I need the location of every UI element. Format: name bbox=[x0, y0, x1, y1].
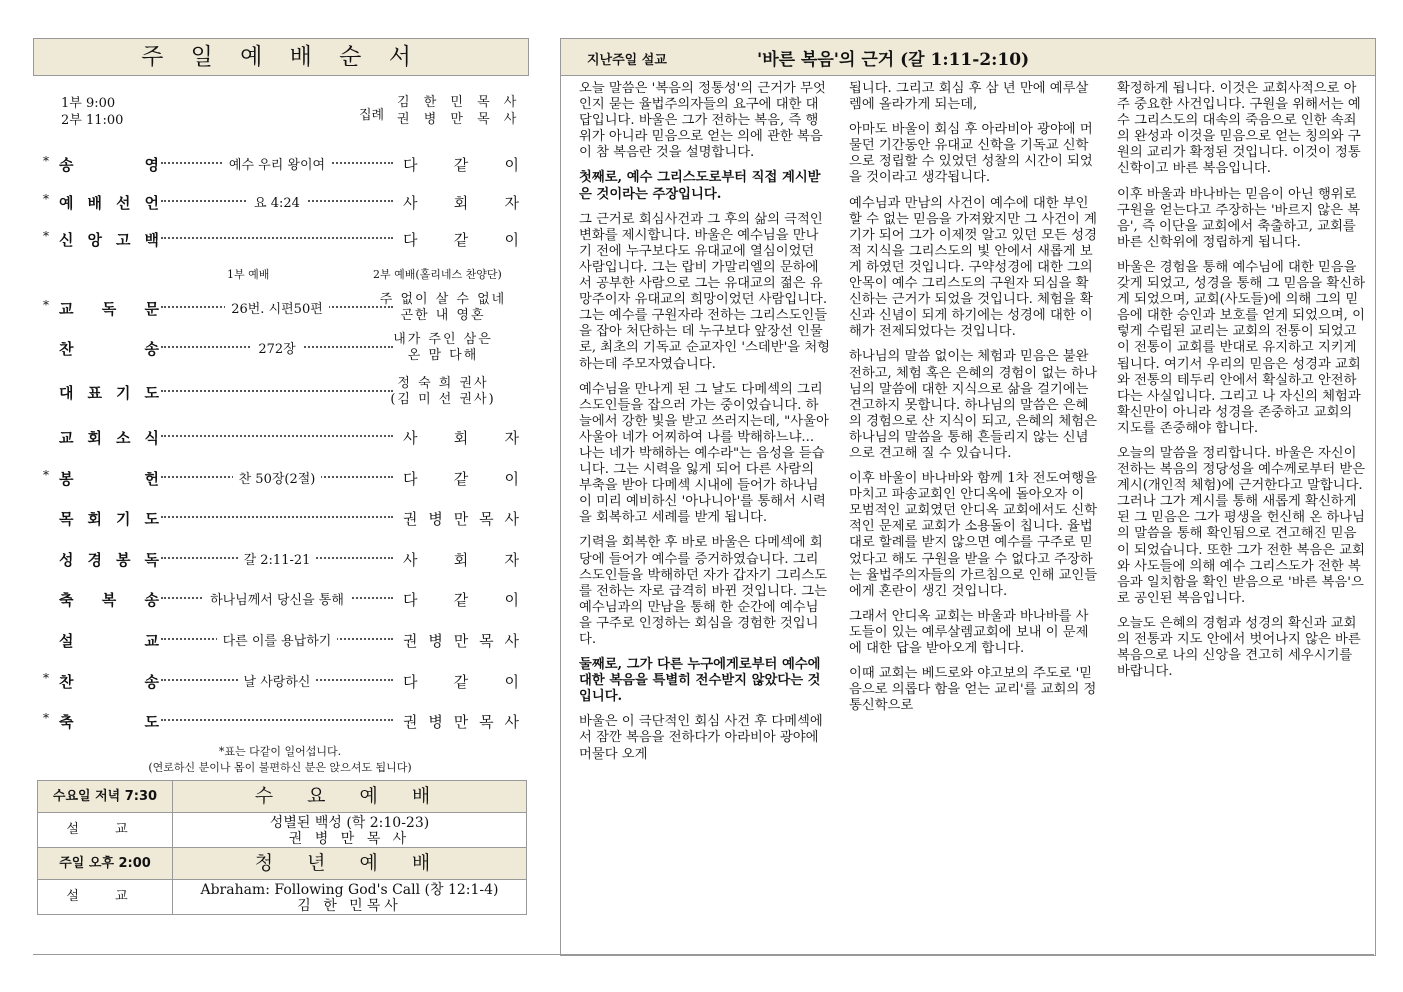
order-item-name: 축 도 bbox=[59, 713, 159, 731]
order-item-name: 찬 송 bbox=[59, 340, 159, 358]
order-item-detail-text: 날 사랑하신 bbox=[238, 675, 317, 690]
order-item-leader: 사 회 자 bbox=[403, 429, 519, 447]
order-item-leader: 다 같 이 bbox=[403, 591, 519, 609]
sermon-paragraph: 오늘도 은혜의 경험과 성경의 확신과 교회의 전통과 지도 안에서 벗어나지 않은 바른 복음으로 나의 신앙을 견고히 세우시기를 바랍니다. bbox=[1117, 615, 1361, 680]
order-item-detail-text: 갈 2:11-21 bbox=[238, 553, 317, 568]
service-times bbox=[61, 95, 123, 129]
order-item-detail-text: 272장 bbox=[252, 342, 301, 357]
leader-line-1: 내가 주인 삼은 bbox=[393, 332, 493, 347]
wed-sermon-label: 설 교 bbox=[38, 813, 173, 847]
sermon-paragraph: 이후 바울이 바나바와 함께 1차 전도여행을 마치고 파송교회인 안디옥에 돌아오자 이 모범적인 교회였던 안디옥 교회에서도 신학적인 문제로 교회가 소용돌이 칩니다. 율법대로 할례를 받지 않으면 예수를 구주로 믿었다고 해도 구원을 받을 수 없다고 주장하는 율법주의자들의 가르침으로 인해 교인들에게 혼란이 생긴 것입니다. bbox=[849, 471, 1098, 599]
order-item-detail bbox=[161, 338, 393, 357]
sermon-paragraph: 바울은 이 극단적인 회심 사건 후 다메섹에서 잠깐 복음을 전하다가 아라비아 광야에 머물다 오게 bbox=[579, 714, 823, 762]
order-item-leader: 권 병 만 목 사 bbox=[403, 632, 519, 650]
order-item-leader: 다 같 이 bbox=[403, 231, 519, 249]
leader-line-2: 곤한 내 영혼 bbox=[400, 308, 486, 323]
order-item-detail-text: 요 4:24 bbox=[248, 196, 306, 211]
order-item-leader: 다 같 이 bbox=[403, 470, 519, 488]
order-item-detail bbox=[161, 630, 393, 649]
service-time-2: 2부 11:00 bbox=[61, 113, 124, 128]
sermon-paragraph: 둘째로, 그가 다른 누구에게로부터 예수에 대한 복음을 특별히 전수받지 않았다는 것입니다. bbox=[579, 657, 821, 705]
order-item-name: 교 독 문 bbox=[59, 300, 159, 318]
standing-mark: * bbox=[43, 154, 49, 168]
sermon-column-3 bbox=[1117, 81, 1369, 689]
sermon-paragraph: 오늘 말씀은 '복음의 정통성'의 근거가 무엇인지 묻는 율법주의자들의 요구에 대한 대답입니다. 바울은 그가 전하는 복음, 즉 행위가 아니라 믿음으로 얻는 의에 관한 복음이 참 복음란 것을 설명합니다. bbox=[579, 81, 826, 161]
wed-time: 수요일 저녁 7:30 bbox=[38, 781, 173, 812]
wed-sermon-title: 성별된 백성 (학 2:10-23) bbox=[269, 815, 430, 831]
leader-line-1: 주 없이 살 수 없네 bbox=[379, 292, 507, 307]
order-item-detail-text: 찬 50장(2절) bbox=[233, 472, 322, 487]
order-item-detail bbox=[161, 154, 393, 173]
order-row bbox=[33, 549, 527, 569]
order-row bbox=[33, 192, 527, 212]
order-item-detail-text: 26번. 시편50편 bbox=[225, 302, 329, 317]
sermon-paragraph: 확정하게 됩니다. 이것은 교회사적으로 아주 중요한 사건입니다. 구원을 위해서는 예수 그리스도의 대속의 죽음으로 인한 속죄의 완성과 이것을 믿음으로 얻는 칭의와 구원의 교리가 확정된 것입니다. 이것이 정통 신학이고 바른 복음입니다. bbox=[1117, 81, 1361, 177]
wed-sermon bbox=[173, 813, 526, 849]
youth-sermon-title: Abraham: Following God's Call (창 12:1-4) bbox=[200, 882, 499, 898]
leader-line-2: 온 맘 다해 bbox=[407, 348, 479, 363]
order-item-name: 성 경 봉 독 bbox=[59, 551, 159, 569]
youth-sermon-preacher: 김 한 민목사 bbox=[297, 898, 402, 914]
order-item-detail-text: 예수 우리 왕이여 bbox=[223, 158, 331, 173]
order-item-name: 찬 송 bbox=[59, 673, 159, 691]
standing-mark: * bbox=[43, 229, 49, 243]
sub-label-1: 1부 예배 bbox=[227, 268, 270, 281]
sermon-panel bbox=[560, 38, 1376, 956]
sermon-header bbox=[561, 39, 1375, 76]
order-item-name: 봉 헌 bbox=[59, 470, 159, 488]
order-row bbox=[33, 508, 527, 528]
order-item-leader bbox=[363, 376, 523, 408]
presider-name-2: 권 병 만 목 사 bbox=[397, 112, 522, 127]
worship-order-panel bbox=[33, 38, 529, 914]
order-item-leader bbox=[363, 332, 523, 364]
order-row bbox=[33, 468, 527, 488]
bottom-divider bbox=[33, 954, 1374, 955]
leader-line-1: 정 숙 희 권사 bbox=[397, 376, 489, 391]
order-row bbox=[33, 630, 527, 650]
presider-label: 집례 bbox=[359, 108, 385, 123]
seating-note: (연로하신 분이나 몸이 불편하신 분은 앉으셔도 됩니다) bbox=[148, 761, 412, 774]
sub-label-2: 2부 예배(홀리네스 찬양단) bbox=[373, 268, 502, 281]
standing-mark: * bbox=[43, 468, 49, 482]
order-row bbox=[33, 711, 527, 731]
standing-note: *표는 다같이 일어섭니다. bbox=[218, 745, 342, 758]
order-item-name: 축 복 송 bbox=[59, 591, 159, 609]
order-row bbox=[33, 671, 527, 691]
order-row bbox=[33, 427, 527, 447]
order-item-leader: 사 회 자 bbox=[403, 551, 519, 569]
order-item-detail bbox=[161, 589, 393, 608]
order-row bbox=[33, 292, 527, 323]
order-item-name: 예 배 선 언 bbox=[59, 194, 159, 212]
standing-mark: * bbox=[43, 298, 49, 312]
order-item-name: 교 회 소 식 bbox=[59, 429, 159, 447]
order-item-name: 신 앙 고 백 bbox=[59, 231, 159, 249]
wed-sermon-preacher: 권 병 만 목 사 bbox=[288, 831, 411, 847]
sermon-paragraph: 오늘의 말씀을 정리합니다. 바울은 자신이 전하는 복음의 정당성을 예수께로부터 받은 계시(개인적 체험)에 근거한다고 말합니다. 그러나 그가 계시를 통해 새롭게 확신하게 된 그 믿음은 그가 평생을 헌신해 온 하나님의 말씀을 통해 확인됨으로 견고해진 믿음이 되었습니다. 또한 그가 전한 복음은 교회와 사도들에 의해 예수 그리스도가 전한 복음과 일치함을 확인 받음으로 '바른 복음'으로 공인된 복음입니다. bbox=[1117, 445, 1366, 606]
standing-mark: * bbox=[43, 711, 49, 725]
leader-dots bbox=[161, 435, 393, 437]
order-item-detail bbox=[161, 192, 393, 211]
sermon-paragraph: 예수님과 만남의 사건이 예수에 대한 부인할 수 없는 믿음을 가져왔지만 그 사건이 계기가 되어 그가 이제껏 알고 있던 모든 성경적 지식을 그리스도의 빛 안에서 새롭게 보게 하였던 것입니다. 구약성경에 대한 그의 안목이 예수 그리스도의 구원자 되심을 확신하는 근거가 되었을 것입니다. 체험을 확신과 신념이 되게 하기에는 성경에 대한 이해가 전제되었다는 것입니다. bbox=[849, 195, 1097, 340]
sermon-label: 지난주일 설교 bbox=[587, 53, 667, 68]
order-item-name: 대 표 기 도 bbox=[59, 384, 159, 402]
sermon-paragraph: 첫째로, 예수 그리스도로부터 직접 계시받은 것이라는 주장입니다. bbox=[579, 170, 821, 202]
youth-title: 청 년 예 배 bbox=[254, 852, 445, 874]
order-item-leader: 권 병 만 목 사 bbox=[403, 713, 519, 731]
standing-mark: * bbox=[43, 192, 49, 206]
leader-dots bbox=[161, 237, 393, 239]
leader-dots bbox=[161, 390, 393, 392]
order-item-detail-text: 하나님께서 당신을 통해 bbox=[204, 593, 350, 608]
sermon-paragraph: 바울은 경험을 통해 예수님에 대한 믿음을 갖게 되었고, 성경을 통해 그 믿음을 확신하게 되었으며, 교회(사도들)에 의해 그의 믿음에 대한 승인과 보호를 얻게 되었으며, 이렇게 수립된 교리는 교회의 전통이 되었고 이 전통이 교회를 반대로 유지하고 지키게 됩니다. 여기서 우리의 믿음은 성경과 교회와 전통의 테두리 안에서 확실하고 안전하다는 사실입니다. 그리고 나 자신의 체험과 확신만이 아니라 성경을 존중하고 교회의 지도를 존중해야 합니다. bbox=[1117, 259, 1365, 436]
sermon-column-2 bbox=[849, 81, 1101, 723]
sermon-column-1 bbox=[579, 81, 831, 772]
order-item-detail bbox=[161, 671, 393, 690]
sermon-title: '바른 복음'의 근거 (갈 1:11-2:10) bbox=[757, 50, 1030, 70]
youth-sermon-row bbox=[38, 879, 526, 914]
sermon-paragraph: 기력을 회복한 후 바로 바울은 다메섹에 회당에 들어가 예수를 증거하였습니다. 그리스도인들을 박해하던 자가 갑자기 그리스도를 전하는 자로 급격히 바뀐 것입니다. 그는 예수님과의 만남을 통해 한 순간에 예수님을 구주로 인정하는 회심을 경험한 것입니다. bbox=[579, 535, 828, 647]
order-item-name: 송 영 bbox=[59, 156, 159, 174]
leader-dots bbox=[161, 719, 393, 721]
order-row bbox=[33, 589, 527, 609]
order-item-leader: 다 같 이 bbox=[403, 673, 519, 691]
order-row bbox=[33, 332, 527, 363]
order-item-leader bbox=[363, 292, 523, 324]
leader-dots bbox=[161, 516, 393, 518]
wed-sermon-row bbox=[38, 812, 526, 847]
order-item-leader: 다 같 이 bbox=[403, 156, 519, 174]
presider-names bbox=[397, 94, 537, 128]
order-item-name: 목 회 기 도 bbox=[59, 510, 159, 528]
order-item-leader: 사 회 자 bbox=[403, 194, 519, 212]
standing-mark: * bbox=[43, 671, 49, 685]
youth-header bbox=[38, 847, 526, 879]
page-title: 주 일 예 배 순 서 bbox=[33, 38, 529, 76]
sermon-paragraph: 됩니다. 그리고 회심 후 삼 년 만에 예루살렘에 올라가게 되는데, bbox=[849, 81, 1089, 113]
order-row bbox=[33, 229, 527, 249]
order-item-detail bbox=[161, 549, 393, 568]
sermon-paragraph: 하나님의 말씀 없이는 체험과 믿음은 불완전하고, 체험 혹은 은혜의 경험이 없는 하나님의 말씀에 대한 지식으로 삶을 걸기에는 견고하지 못합니다. 하나님의 말씀은 은혜의 경험으로 산 지식이 되고, 은혜의 체험은 하나님의 말씀을 통해 흔들리지 않는 신념으로 견고해 질 수 있습니다. bbox=[849, 349, 1097, 461]
youth-sermon bbox=[173, 880, 526, 916]
wed-title: 수 요 예 배 bbox=[254, 785, 445, 807]
wed-header bbox=[38, 781, 526, 812]
sermon-paragraph: 그 근거로 회심사건과 그 후의 삶의 극적인 변화를 제시합니다. 바울은 예수님을 만나기 전에 누구보다도 유대교에 열심이었던 사람입니다. 그는 랍비 가말리엘의 문하에서 공부한 사람으로 그는 유대교의 젊은 유망주이자 유대교의 희망이었던 사람입니다. 그는 예수를 구원자라 전하는 그리스도인들을 잡아 처단하는 데 누구보다 앞장선 인물로, 최초의 기독교 순교자인 '스데반'을 처형하는데 주모자였습니다. bbox=[579, 211, 831, 372]
order-item-detail-text: 다른 이를 용납하기 bbox=[217, 634, 338, 649]
order-item-detail bbox=[161, 298, 393, 317]
sermon-paragraph: 이때 교회는 베드로와 야고보의 주도로 '믿음으로 의롭다 함을 얻는 교리'를 교회의 정통신학으로 bbox=[849, 666, 1097, 714]
youth-sermon-label: 설 교 bbox=[38, 880, 173, 914]
order-row bbox=[33, 154, 527, 174]
order-item-name: 설 교 bbox=[59, 632, 159, 650]
order-row bbox=[33, 376, 527, 407]
sermon-paragraph: 아마도 바울이 회심 후 아라비아 광야에 머물던 기간동안 유대교 신학을 기독교 신학으로 정립할 수 있었던 성찰의 시간이 되었을 것이라고 생각됩니다. bbox=[849, 122, 1093, 186]
sermon-paragraph: 이후 바울과 바나바는 믿음이 아닌 행위로 구원을 얻는다고 주장하는 '바르지 않은 복음', 즉 이단을 교회에서 축출하고, 교회를 바른 신학위에 정립하게 됩니다. bbox=[1117, 186, 1361, 250]
sermon-paragraph: 그래서 안디옥 교회는 바울과 바나바를 사도들이 있는 예루살렘교회에 보내 이 문제에 대한 답을 받아오게 합니다. bbox=[849, 608, 1089, 656]
sermon-paragraph: 예수님을 만나게 된 그 날도 다메섹의 그리스도인들을 잡으러 가는 중이었습니다. 하늘에서 강한 빛을 받고 쓰러지는데, "사울아 사울아 네가 어찌하여 나를 박해하느냐... 나는 네가 박해하는 예수라"는 음성을 듣습니다. 그는 시력을 잃게 되어 다른 사람의 부축을 받아 다메섹 시내에 들어가 하나님이 미리 예비하신 '아나니아'를 통해서 시력을 회복하고 세례를 받게 됩니다. bbox=[579, 381, 829, 526]
order-item-detail bbox=[161, 468, 393, 487]
leader-line-2: (김 미 선 권사) bbox=[390, 392, 496, 407]
order-item-leader: 권 병 만 목 사 bbox=[403, 510, 519, 528]
youth-time: 주일 오후 2:00 bbox=[38, 848, 173, 879]
other-services-table bbox=[37, 780, 527, 915]
service-time-1: 1부 9:00 bbox=[61, 96, 116, 111]
presider-name-1: 김 한 민 목 사 bbox=[397, 95, 522, 110]
